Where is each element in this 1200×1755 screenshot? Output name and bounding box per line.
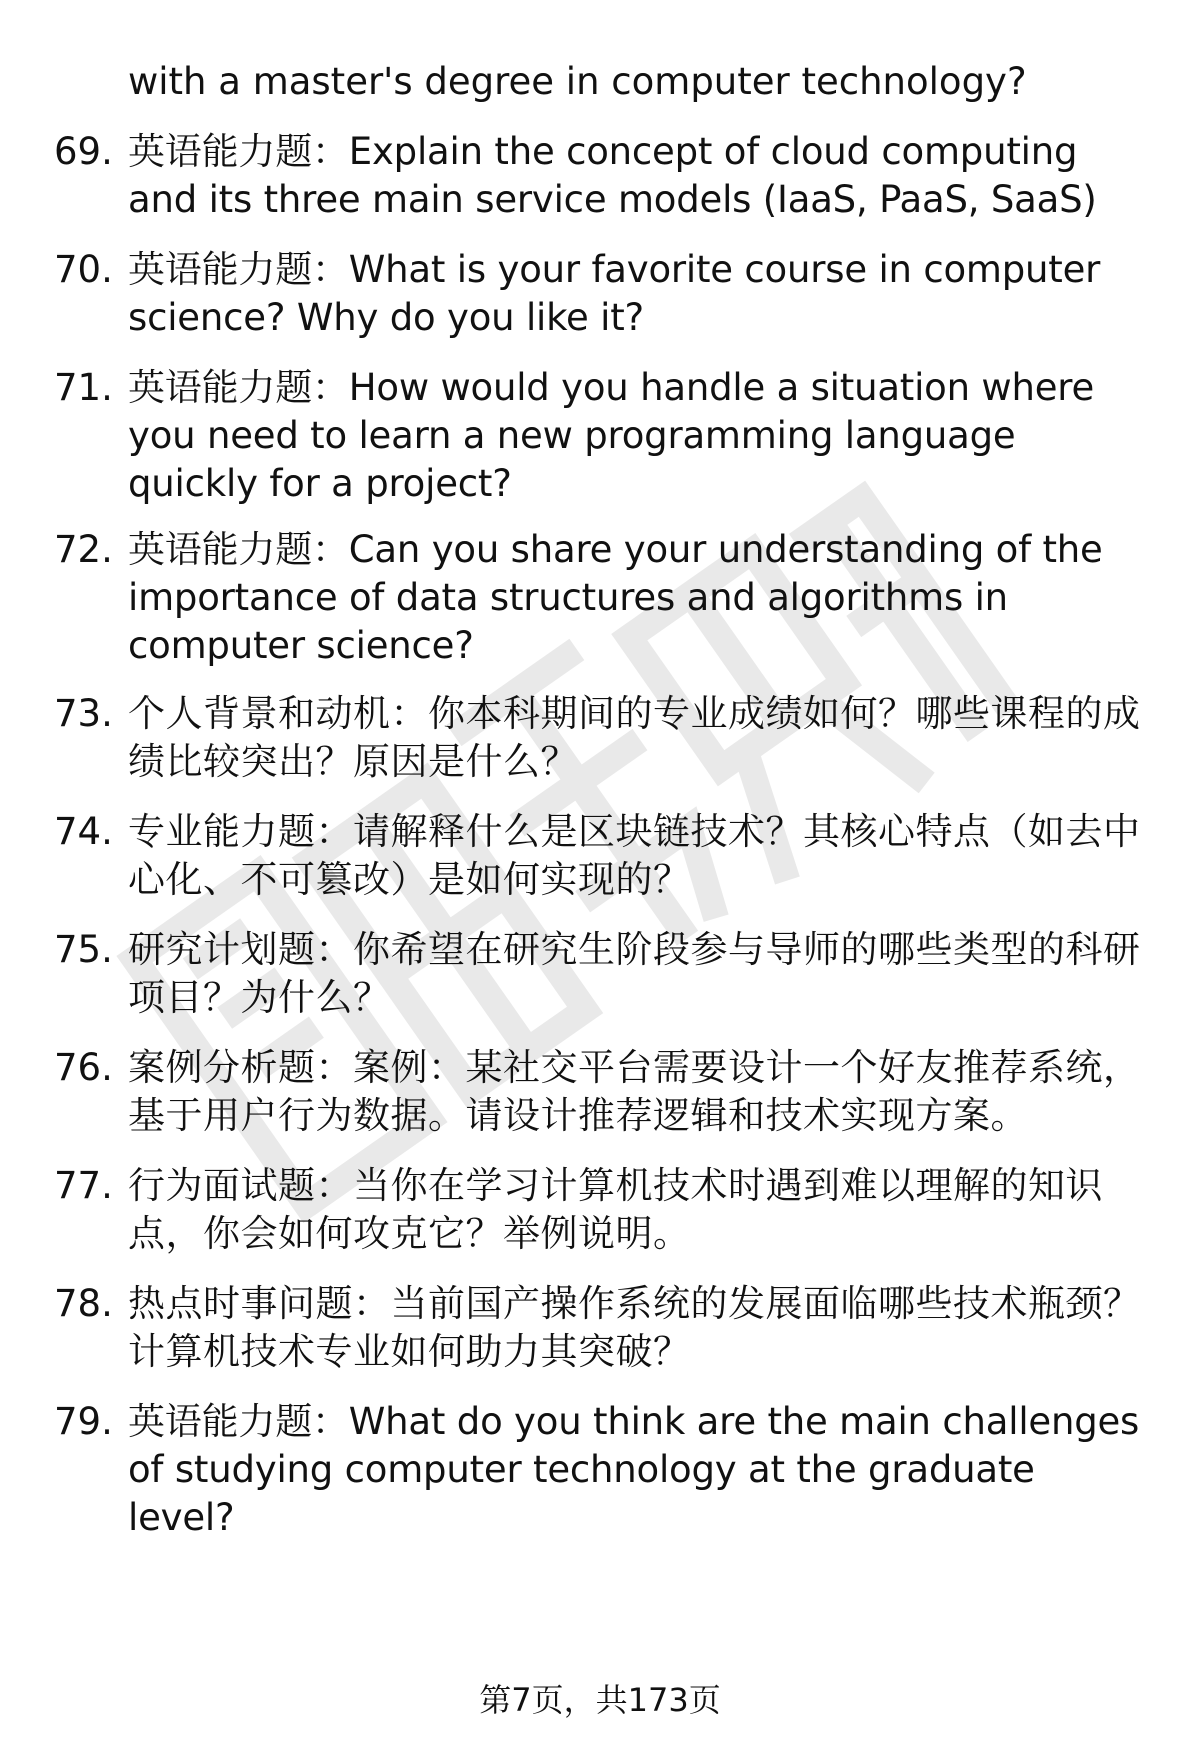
question-text: 研究计划题：你希望在研究生阶段参与导师的哪些类型的科研项目？为什么？ — [128, 928, 1141, 1019]
question-text: 英语能力题：What do you think are the main challenges of studying computer technology at the graduate level? — [128, 1400, 1140, 1539]
question-text: 英语能力题：Explain the concept of cloud computing and its three main service models (IaaS, PaaS, SaaS) — [128, 130, 1097, 221]
question-number: 74. — [54, 810, 113, 853]
question-number: 77. — [54, 1164, 113, 1207]
question-text: 专业能力题：请解释什么是区块链技术？其核心特点（如去中心化、不可篡改）是如何实现的？ — [128, 810, 1141, 901]
question-number: 69. — [54, 130, 113, 173]
question-number: 79. — [54, 1400, 113, 1443]
question-text: 案例分析题：案例：某社交平台需要设计一个好友推荐系统，基于用户行为数据。请设计推荐逻辑和技术实现方案。 — [128, 1046, 1141, 1137]
question-number: 75. — [54, 928, 113, 971]
page-footer: 第7页，共173页 — [479, 1681, 721, 1719]
question-continuation: with a master's degree in computer technology? — [128, 60, 1027, 103]
question-text: 英语能力题：How would you handle a situation where you need to learn a new programming language quickly for a project? — [128, 366, 1095, 505]
question-text: 行为面试题：当你在学习计算机技术时遇到难以理解的知识点，你会如何攻克它？举例说明。 — [128, 1164, 1103, 1255]
question-number: 78. — [54, 1282, 113, 1325]
question-text: 英语能力题：Can you share your understanding of the importance of data structures and algorithms in computer science? — [128, 528, 1103, 667]
question-number: 76. — [54, 1046, 113, 1089]
question-number: 73. — [54, 692, 113, 735]
question-text: 热点时事问题：当前国产操作系统的发展面临哪些技术瓶颈？计算机技术专业如何助力其突破？ — [128, 1282, 1141, 1373]
question-text: 个人背景和动机：你本科期间的专业成绩如何？哪些课程的成绩比较突出？原因是什么？ — [128, 692, 1141, 783]
question-number: 71. — [54, 366, 113, 409]
question-text: 英语能力题：What is your favorite course in computer science? Why do you like it? — [128, 248, 1101, 339]
question-number: 70. — [54, 248, 113, 291]
question-number: 72. — [54, 528, 113, 571]
